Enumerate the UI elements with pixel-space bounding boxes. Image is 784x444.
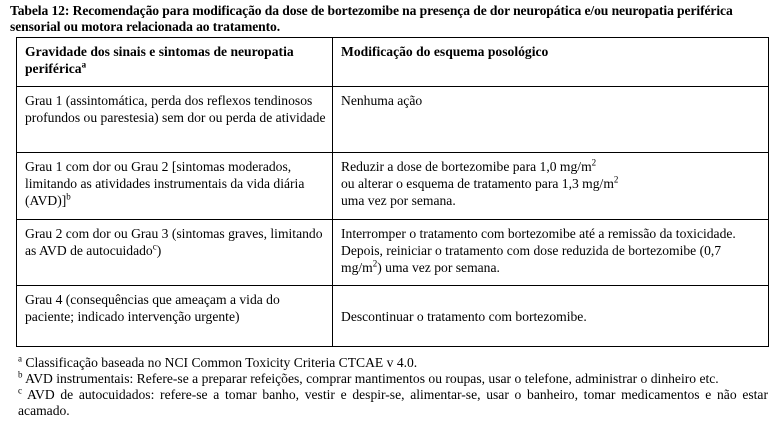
unit-exponent: 2	[591, 157, 597, 168]
footnote-ref-c: c	[152, 241, 157, 252]
footnote-mark: a	[18, 353, 22, 364]
severity-cell: Grau 1 (assintomática, perda dos reflexos tendinosos profundos ou parestesia) sem dor ou perda de atividade	[17, 87, 333, 153]
dose-modification-table	[16, 37, 769, 347]
modification-line: ou alterar o esquema de tratamento para 1,3 mg/m	[341, 176, 614, 191]
footnote-ref-b: b	[66, 191, 71, 202]
unit-exponent: 2	[613, 174, 619, 185]
footnote-b	[18, 371, 768, 387]
severity-cell	[17, 153, 333, 220]
modification-cell: Descontinuar o tratamento com bortezomibe.	[333, 286, 769, 347]
severity-text-end: )	[156, 243, 162, 258]
footnote-text: AVD de autocuidados: refere-se a tomar banho, vestir e despir-se, alimentar-se, usar o banheiro, tomar medicamentos e não estar acamado.	[18, 387, 768, 418]
modification-cell: Nenhuma ação	[333, 87, 769, 153]
footnote-text: AVD instrumentais: Refere-se a preparar refeições, comprar mantimentos ou roupas, usar o telefone, administrar o dinheiro etc.	[22, 371, 719, 386]
footnote-a	[18, 355, 768, 371]
footnote-mark: c	[18, 385, 22, 396]
modification-cell	[333, 220, 769, 286]
table-header-row	[17, 38, 769, 87]
unit-exponent: 2	[372, 258, 378, 269]
severity-cell: Grau 4 (consequências que ameaçam a vida do paciente; indicado intervenção urgente)	[17, 286, 333, 347]
modification-line: Reduzir a dose de bortezomibe para 1,0 mg/m	[341, 159, 592, 174]
modification-text-end: ) uma vez por semana.	[377, 260, 500, 275]
table-row	[17, 153, 769, 220]
modification-line: uma vez por semana.	[341, 193, 456, 208]
table-row	[17, 87, 769, 153]
header-severity-label: Gravidade dos sinais e sintomas de neuropatia periférica	[25, 44, 294, 76]
table-row	[17, 220, 769, 286]
modification-text: Interromper o tratamento com bortezomibe até a remissão da toxicidade. Depois, reiniciar o tratamento com dose reduzida de bortezomibe (0,7 mg/m	[341, 226, 736, 275]
header-modification	[333, 38, 769, 87]
severity-text: Grau 2 com dor ou Grau 3 (sintomas graves, limitando as AVD de autocuidado	[25, 226, 323, 258]
table-caption: Tabela 12: Recomendação para modificação da dose de bortezomibe na presença de dor neuropática e/ou neuropatia periférica sensorial ou motora relacionada ao tratamento.	[10, 3, 733, 34]
footnote-text: Classificação baseada no NCI Common Toxicity Criteria CTCAE v 4.0.	[22, 355, 418, 370]
footnote-mark: b	[18, 369, 23, 380]
header-severity	[17, 38, 333, 87]
modification-cell	[333, 153, 769, 220]
severity-text: Grau 1 com dor ou Grau 2 [sintomas moderados, limitando as atividades instrumentais da vida diária (AVD)]	[25, 159, 305, 208]
header-modification-label: Modificação do esquema posológico	[341, 44, 549, 59]
table-row	[17, 286, 769, 347]
footnote-c	[18, 387, 768, 419]
footnotes	[18, 355, 768, 419]
severity-cell	[17, 220, 333, 286]
footnote-ref-a: a	[81, 59, 87, 70]
